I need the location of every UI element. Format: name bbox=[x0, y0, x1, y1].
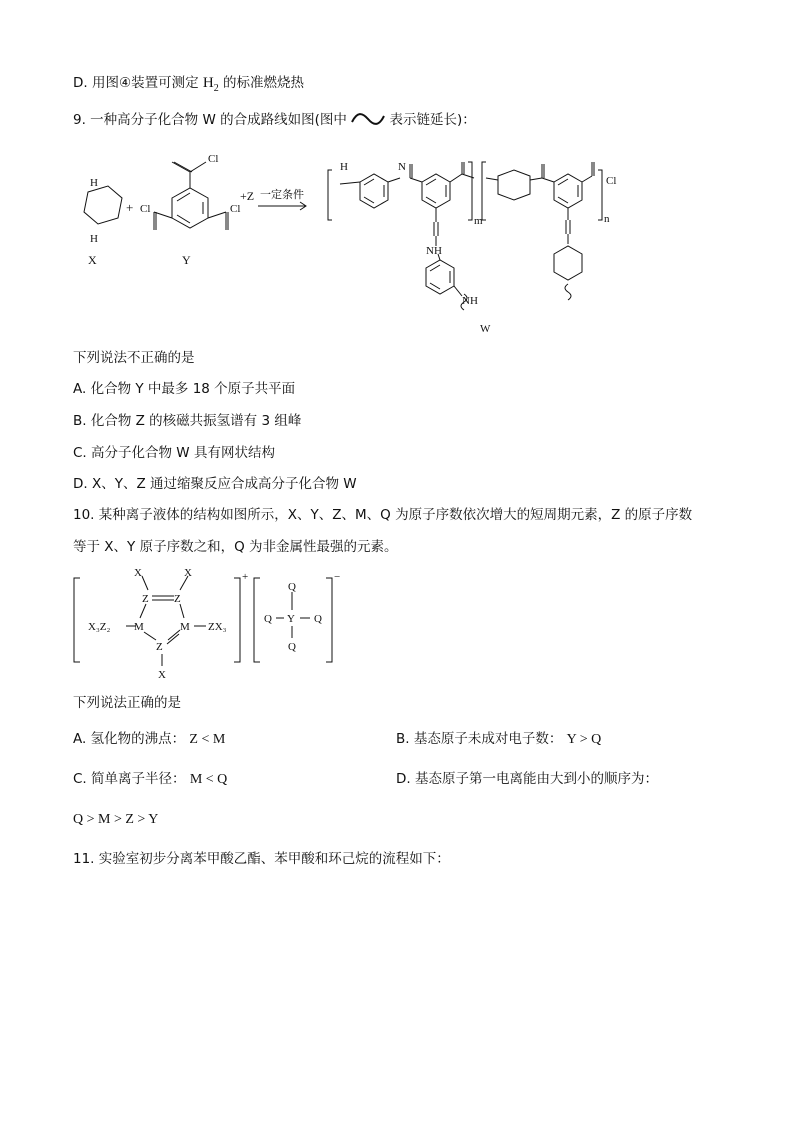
wavy-line-icon bbox=[351, 112, 385, 126]
w-cl-right: Cl bbox=[606, 175, 617, 187]
w-nh-lower: NH bbox=[426, 245, 442, 257]
q9-option-d: D. X、Y、Z 通过缩聚反应合成高分子化合物 W bbox=[73, 476, 357, 492]
q10-option-b-expr: Y > Q bbox=[566, 732, 602, 747]
q9-reaction-scheme bbox=[70, 150, 710, 340]
label-w: W bbox=[480, 323, 491, 335]
plus-sign: + bbox=[126, 200, 134, 215]
q9-prompt: 下列说法不正确的是 bbox=[73, 350, 195, 366]
q9-option-b: B. 化合物 Z 的核磁共振氢谱有 3 组峰 bbox=[73, 413, 302, 429]
x-nh-top: H bbox=[90, 177, 98, 189]
q9-stem-a: 9. 一种高分子化合物 W 的合成路线如图(图中 bbox=[73, 112, 347, 128]
y-cl-left: Cl bbox=[140, 203, 151, 215]
q8-option-d-text: D. 用图④装置可测定 bbox=[73, 75, 199, 91]
q10-option-b bbox=[396, 730, 601, 749]
label-y: Y bbox=[182, 253, 191, 267]
x-bottom: X bbox=[158, 669, 166, 681]
zx3-group: ZX₃ bbox=[208, 621, 227, 633]
subscript-n: n bbox=[604, 213, 610, 225]
reaction-condition: 一定条件 bbox=[260, 188, 304, 201]
x3z2-group: X₃Z₂ bbox=[88, 621, 111, 633]
q-left: Q bbox=[264, 613, 272, 625]
q10-option-b-text: B. 基态原子未成对电子数： bbox=[396, 731, 563, 747]
y-center: Y bbox=[287, 613, 295, 625]
q10-option-a-text: A. 氢化物的沸点： bbox=[73, 731, 186, 747]
q-top: Q bbox=[288, 581, 296, 593]
m-right: M bbox=[180, 621, 190, 633]
q9-option-a: A. 化合物 Y 中最多 18 个原子共平面 bbox=[73, 381, 296, 397]
subscript-m: m bbox=[474, 215, 483, 227]
h-symbol: H bbox=[202, 75, 214, 91]
q8-option-d-tail: 的标准燃烧热 bbox=[223, 75, 305, 91]
q10-option-d-expr: Q > M > Z > Y bbox=[73, 812, 159, 827]
w-h-top: H bbox=[340, 161, 348, 173]
z-bottom: Z bbox=[156, 641, 163, 653]
q11-stem: 11. 实验室初步分离苯甲酸乙酯、苯甲酸和环己烷的流程如下： bbox=[73, 851, 450, 867]
w-n-amide: N bbox=[398, 161, 406, 173]
y-cl-top: Cl bbox=[208, 153, 219, 165]
q8-option-d bbox=[73, 74, 304, 98]
x-nh-bottom: H bbox=[90, 233, 98, 245]
q9-stem-b: 表示链延长)： bbox=[389, 112, 476, 128]
q10-option-c-expr: M < Q bbox=[189, 772, 228, 787]
y-cl-right: Cl bbox=[230, 203, 241, 215]
m-left: M bbox=[134, 621, 144, 633]
q-right: Q bbox=[314, 613, 322, 625]
x-top-right: X bbox=[184, 567, 192, 579]
x-top-left: X bbox=[134, 567, 142, 579]
z-top-right: Z bbox=[174, 593, 181, 605]
w-nh-bottom: NH bbox=[462, 295, 478, 307]
plus-z: +Z bbox=[240, 189, 255, 203]
q10-option-c-text: C. 简单离子半径： bbox=[73, 771, 186, 787]
z-top-left: Z bbox=[142, 593, 149, 605]
q8-h2-formula bbox=[202, 75, 219, 94]
q9-stem bbox=[73, 111, 476, 129]
subscript-2: 2 bbox=[213, 83, 219, 94]
q10-option-d bbox=[396, 770, 658, 788]
q10-option-a-expr: Z < M bbox=[189, 732, 226, 747]
q10-option-c bbox=[73, 770, 227, 789]
anion-charge: − bbox=[334, 571, 341, 583]
q10-prompt: 下列说法正确的是 bbox=[73, 695, 181, 711]
q-bottom: Q bbox=[288, 641, 296, 653]
label-x: X bbox=[88, 253, 97, 267]
q10-stem-line2: 等于 X、Y 原子序数之和，Q 为非金属性最强的元素。 bbox=[73, 539, 398, 555]
q9-option-c: C. 高分子化合物 W 具有网状结构 bbox=[73, 445, 275, 461]
cation-charge: + bbox=[242, 571, 249, 583]
q10-option-d-text: D. 基态原子第一电离能由大到小的顺序为： bbox=[396, 771, 658, 787]
q10-stem-line1: 10. 某种离子液体的结构如图所示，X、Y、Z、M、Q 为原子序数依次增大的短周期元素，Z 的原子序数 bbox=[73, 507, 693, 523]
q10-option-a bbox=[73, 730, 225, 749]
q10-ionic-structure bbox=[70, 566, 350, 684]
